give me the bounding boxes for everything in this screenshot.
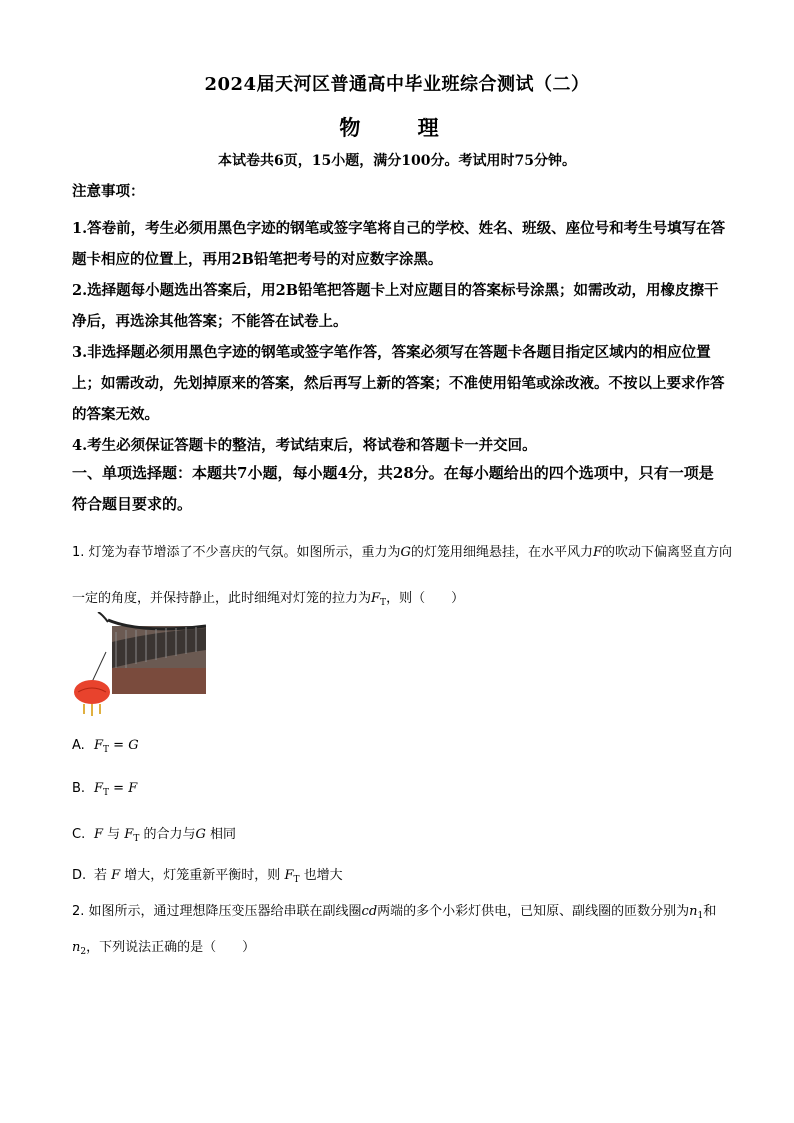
option-d[interactable]: D. 若 F 增大，灯笼重新平衡时，则 $F_T$ 也增大 — [72, 868, 343, 885]
notice-item: 4.考生必须保证答题卡的整洁，考试结束后，将试卷和答题卡一并交回。 — [72, 437, 537, 454]
notice-item: 3.非选择题必须用黑色字迹的钢笔或签字笔作答，答案必须写在答题卡各题目指定区域内的相应位置上；如需改动，先划掉原来的答案，然后再写上新的答案；不准使用铅笔或涂改液。不按以上要求作答的答案无效。 — [72, 344, 725, 423]
symbol-g: G — [400, 545, 411, 560]
notice-header: 注意事项： — [72, 183, 145, 200]
exam-title: 2024届天河区普通高中毕业班综合测试（二） — [204, 74, 590, 95]
subject-title: 物 理 — [339, 115, 455, 140]
notice-block — [72, 180, 727, 461]
symbol-ft: $F_T$ — [371, 591, 387, 608]
lantern-figure — [72, 612, 206, 718]
notice-item: 1.答卷前，考生必须用黑色字迹的钢笔或签字笔将自己的学校、姓名、班级、座位号和考生号填写在答题卡相应的位置上，再用2B铅笔把考号的对应数字涂黑。 — [72, 220, 726, 268]
exam-info: 本试卷共6页，15小题，满分100分。考试用时75分钟。 — [218, 153, 576, 169]
question-1-stem: 1. 灯笼为春节增添了不少喜庆的气氛。如图所示，重力为G的灯笼用细绳悬挂，在水平风力F的吹动下偏离竖直方向一定的角度，并保持静止，此时细绳对灯笼的拉力为$F_T$，则（ ） — [72, 545, 732, 608]
notice-item: 2.选择题每小题选出答案后，用2B铅笔把答题卡上对应题目的答案标号涂黑；如需改动，用橡皮擦干净后，再选涂其他答案；不能答在试卷上。 — [72, 282, 719, 330]
symbol-f: F — [592, 545, 602, 560]
option-b[interactable]: B. $F_T = F$ — [72, 781, 138, 798]
question-2-stem: 2. 如图所示，通过理想降压变压器给串联在副线圈cd两端的多个小彩灯供电，已知原、副线圈的匝数分别为$n_1$和$n_2$，下列说法正确的是（ ） — [72, 904, 717, 957]
option-c[interactable]: C. F 与 $F_T$ 的合力与G 相同 — [72, 827, 237, 844]
option-a[interactable]: A. $F_T = G$ — [72, 738, 139, 755]
section-heading: 一、单项选择题：本题共7小题，每小题4分，共28分。在每小题给出的四个选项中，只有一项是符合题目要求的。 — [72, 464, 714, 513]
